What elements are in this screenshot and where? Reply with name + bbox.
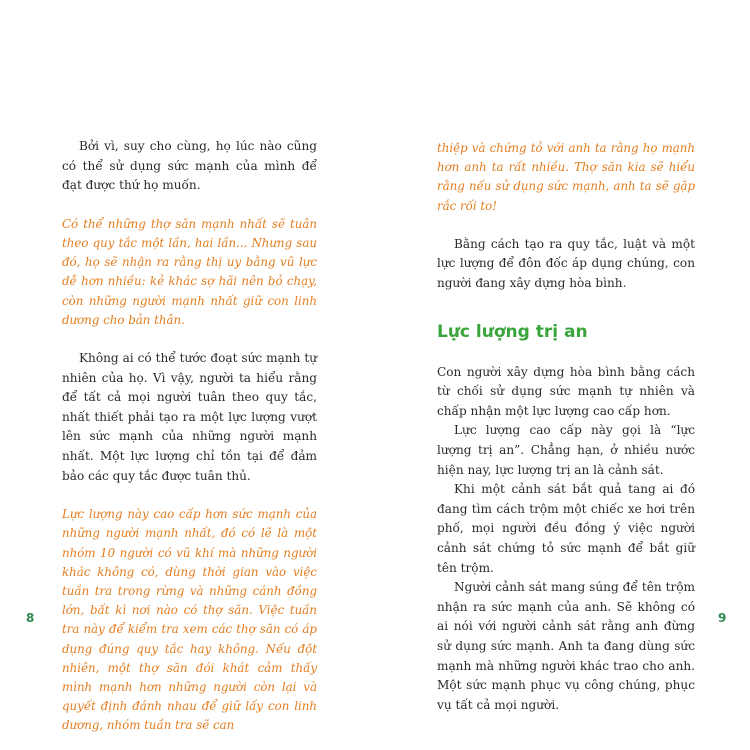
- right-paragraph-5: Người cảnh sát mang súng để tên trộm nhận ra sức mạnh của anh. Sẽ không có ai nói với người cảnh sát rằng anh đừng sử dụng sức mạnh. Anh ta đang dùng sức mạnh mà những người khác trao cho anh. Một sức mạnh phục vụ công chúng, phục vụ tất cả mọi người.: [437, 580, 695, 712]
- right-paragraph-4: Khi một cảnh sát bắt quả tang ai đó đang tìm cách trộm một chiếc xe hơi trên phố, mọi người đều đồng ý việc người cảnh sát chứng tỏ sức mạnh để bắt giữ tên trộm.: [437, 482, 695, 575]
- left-column: [62, 137, 317, 736]
- page-number-right: 9: [718, 611, 727, 625]
- right-column: [437, 139, 695, 715]
- left-paragraph-2: Không ai có thể tước đoạt sức mạnh tự nhiên của họ. Vì vậy, người ta hiểu rằng để tất cả mọi người tuân theo quy tắc, nhất thiết phải tạo ra một lực lượng vượt lên sức mạnh của những người mạnh nhất. Một lực lượng chỉ tồn tại để đảm bảo các quy tắc được tuân thủ.: [62, 351, 317, 483]
- section-heading: Lực lượng trị an: [437, 321, 588, 342]
- right-quote-continuation: thiệp và chứng tỏ với anh ta rằng họ mạnh hơn anh ta rất nhiều. Thợ săn kia sẽ hiểu rằng nếu sử dụng sức mạnh, anh ta sẽ gặp rắc rối to!: [437, 141, 695, 213]
- right-paragraph-1: Bằng cách tạo ra quy tắc, luật và một lực lượng để đôn đốc áp dụng chúng, con người đang xây dựng hòa bình.: [437, 236, 695, 290]
- page-number-left: 8: [26, 611, 35, 625]
- left-paragraph-1: Bởi vì, suy cho cùng, họ lúc nào cũng có thể sử dụng sức mạnh của mình để đạt được thứ họ muốn.: [62, 139, 317, 193]
- right-paragraph-3: Lực lượng cao cấp này gọi là “lực lượng trị an”. Chẳng hạn, ở nhiều nước hiện nay, lực lượng trị an là cảnh sát.: [437, 423, 695, 477]
- right-page: [375, 0, 750, 750]
- right-paragraph-2: Con người xây dựng hòa bình bằng cách từ chối sử dụng sức mạnh tự nhiên và chấp nhận một lực lượng cao cấp hơn.: [437, 364, 695, 418]
- left-quote-1: Có thể những thợ săn mạnh nhất sẽ tuân theo quy tắc một lần, hai lần... Nhưng sau đó, họ sẽ nhận ra rằng thị uy bằng vũ lực dễ hơn nhiều: kẻ khác sợ hãi nên bỏ chạy, còn những người mạnh nhất giữ con linh dương cho bản thân.: [62, 216, 317, 327]
- left-quote-2: Lực lượng này cao cấp hơn sức mạnh của những người mạnh nhất, đó có lẽ là một nhóm 10 người có vũ khí mà những người khác không có, dùng thời gian vào việc tuần tra trong rừng và những cánh đồng lớn, bất kì nơi nào có thợ săn. Việc tuần tra này để kiểm tra xem các thợ săn có áp dụng đúng quy tắc hay không. Nếu đột nhiên, một thợ săn đói khát cảm thấy mình mạnh hơn những người còn lại và quyết định đánh nhau để giữ lấy con linh dương, nhóm tuần tra sẽ can: [62, 507, 317, 733]
